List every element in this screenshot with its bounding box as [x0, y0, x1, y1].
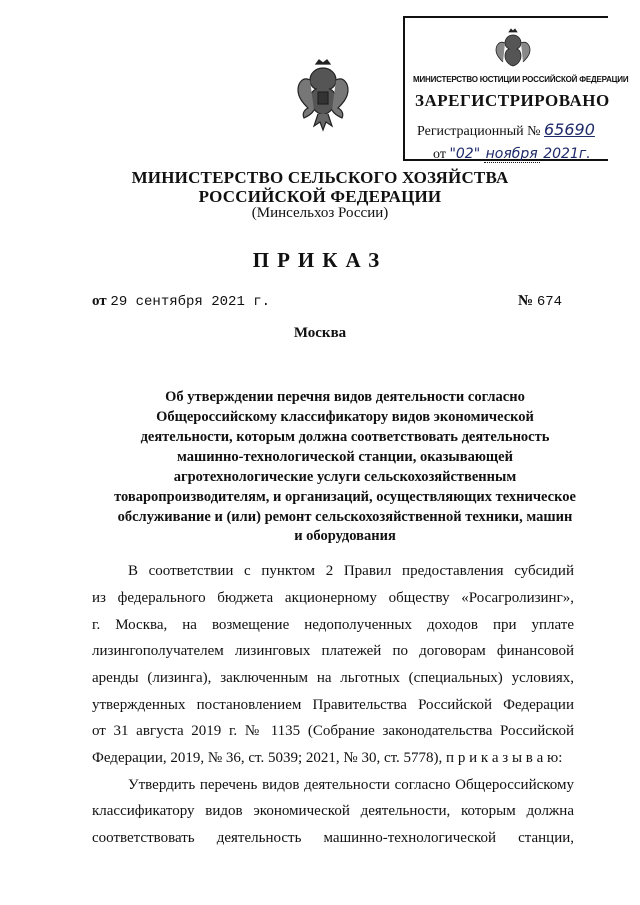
body-line: из федерального бюджета акционерному обществу «Росагролизинг», — [92, 590, 574, 606]
order-city: Москва — [293, 325, 347, 341]
stamp-registration-number — [417, 120, 595, 140]
order-number-value: 674 — [536, 294, 563, 310]
stamp-registration-date — [433, 146, 591, 163]
ministry-short-name: (Минсельхоз России) — [251, 205, 389, 221]
body-line: аренды (лизинга), заключенным на льготных (специальных) условиях, — [92, 670, 574, 686]
stamp-reg-number-handwritten: 65690 — [544, 120, 595, 139]
ministry-name-line-1: МИНИСТЕРСТВО СЕЛЬСКОГО ХОЗЯЙСТВА — [131, 168, 509, 187]
body-line: классификатору видов экономической деятельности, которым должна — [92, 803, 574, 819]
stamp-date-month: ноября — [485, 146, 538, 162]
body-line: Утвердить перечень видов деятельности согласно Общероссийскому — [128, 777, 574, 793]
subject-line: машинно-технологической станции, оказывающей — [177, 449, 513, 465]
order-number-label: № — [518, 293, 534, 309]
body-line: лизингополучателем лизинговых платежей по договорам финансовой — [92, 643, 574, 659]
subject-line: Общероссийскому классификатору видов экономической — [156, 409, 534, 425]
stamp-date-prefix: от — [433, 147, 446, 162]
body-line: г. Москва, на возмещение недополученных доходов при уплате — [92, 617, 574, 633]
order-title: ПРИКАЗ — [252, 248, 388, 272]
body-line: В соответствии с пунктом 2 Правил предоставления субсидий — [128, 563, 574, 579]
stamp-reg-label: Регистрационный № — [417, 124, 541, 139]
ministry-name-line-2: РОССИЙСКОЙ ФЕДЕРАЦИИ — [198, 187, 442, 206]
subject-line: Об утверждении перечня видов деятельности согласно — [165, 389, 525, 405]
order-number — [518, 293, 562, 310]
stamp-ministry-name: МИНИСТЕРСТВО ЮСТИЦИИ РОССИЙСКОЙ ФЕДЕРАЦИИ — [413, 75, 629, 84]
subject-line: агротехнологические услуги сельскохозяйственным — [173, 469, 517, 485]
body-line: утвержденных постановлением Правительства Российской Федерации — [92, 697, 574, 713]
coat-of-arms-icon — [296, 58, 350, 136]
stamp-emblem-icon — [495, 28, 531, 72]
subject-line: обслуживание и (или) ремонт сельскохозяйственной техники, машин — [117, 509, 573, 525]
order-date-value: 29 сентября 2021 г. — [110, 294, 271, 310]
registration-stamp — [403, 16, 629, 162]
stamp-date-day: "02" — [449, 146, 481, 162]
body-line: соответствовать деятельность машинно-технологической станции, — [92, 830, 574, 846]
body-line: Федерации, 2019, № 36, ст. 5039; 2021, № 30, ст. 5778), п р и к а з ы в а ю: — [92, 750, 563, 766]
subject-line: товаропроизводителям, и организаций, осуществляющих техническое — [114, 489, 576, 505]
body-line: от 31 августа 2019 г. № 1135 (Собрание законодательства Российской — [92, 723, 574, 739]
subject-line: и оборудования — [294, 528, 396, 544]
order-date-label: от — [92, 293, 107, 309]
stamp-registered-label: ЗАРЕГИСТРИРОВАНО — [415, 91, 610, 110]
stamp-date-year: 2021г. — [543, 146, 591, 162]
subject-line: деятельности, которым должна соответствовать деятельность — [140, 429, 550, 445]
order-date — [92, 293, 270, 310]
